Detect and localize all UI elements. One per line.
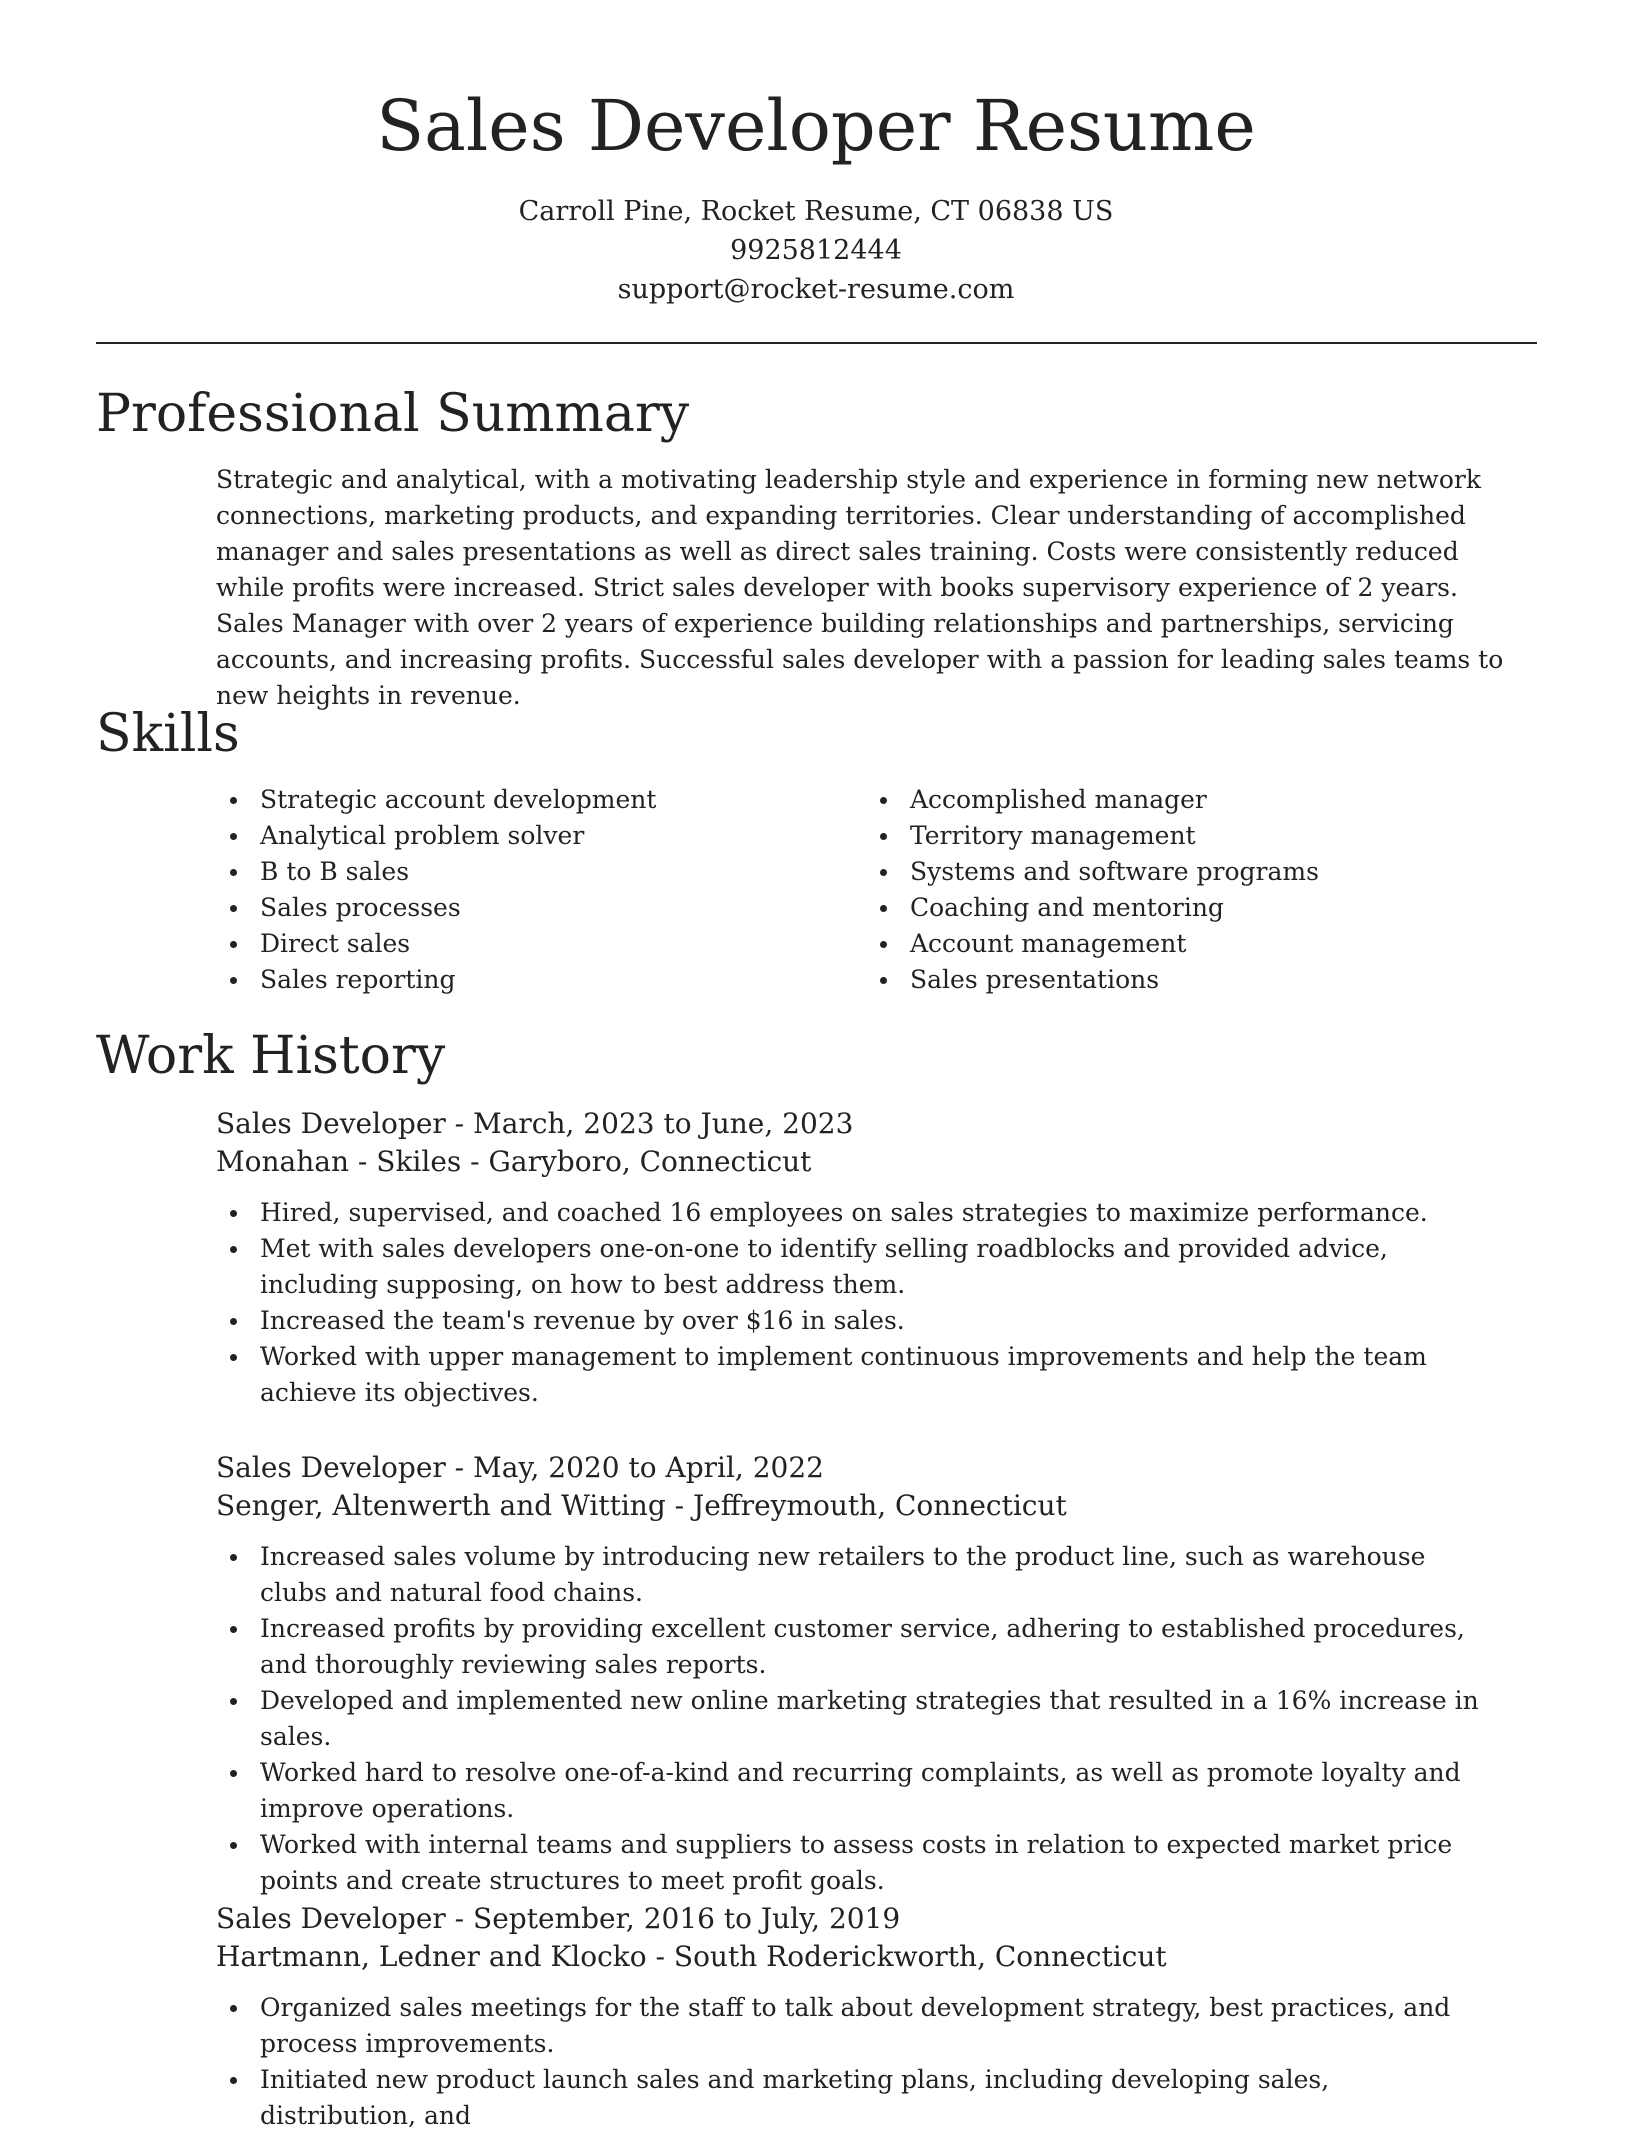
job-entry (216, 1900, 1536, 2134)
skill-item: Systems and software programs (866, 854, 1516, 890)
job-bullet: Worked with upper management to implement continuous improvements and help the team achieve its objectives. (216, 1339, 1490, 1411)
job-bullet: Increased profits by providing excellent customer service, adhering to established procedures, and thoroughly reviewing sales reports. (216, 1611, 1490, 1683)
job-dates: March, 2023 to June, 2023 (473, 1107, 854, 1140)
job-company: Monahan - Skiles (216, 1145, 462, 1178)
job-bullets (216, 1539, 1536, 1899)
job-dates: May, 2020 to April, 2022 (473, 1451, 824, 1484)
job-bullet: Developed and implemented new online marketing strategies that resulted in a 16% increase in sales. (216, 1683, 1490, 1755)
job-bullet: Worked with internal teams and suppliers to assess costs in relation to expected market price points and create structures to meet profit goals. (216, 1827, 1490, 1899)
work-history-heading: Work History (96, 1026, 446, 1086)
summary-heading: Professional Summary (96, 384, 690, 444)
job-bullet: Hired, supervised, and coached 16 employees on sales strategies to maximize performance. (216, 1195, 1490, 1231)
job-bullet: Met with sales developers one-on-one to identify selling roadblocks and provided advice, including supposing, on how to best address them. (216, 1231, 1490, 1303)
job-entry (216, 1105, 1536, 1411)
skill-item: Direct sales (216, 926, 866, 962)
skills-heading: Skills (96, 704, 240, 764)
skill-item: Analytical problem solver (216, 818, 866, 854)
skill-item: B to B sales (216, 854, 866, 890)
job-title-line: Sales Developer - September, 2016 to July, 2019 (216, 1902, 901, 1935)
job-bullet: Initiated new product launch sales and marketing plans, including developing sales, distribution, and (216, 2062, 1490, 2134)
job-dates: September, 2016 to July, 2019 (473, 1902, 901, 1935)
skill-item: Strategic account development (216, 782, 866, 818)
job-bullets (216, 1195, 1536, 1411)
job-bullet: Worked hard to resolve one-of-a-kind and recurring complaints, as well as promote loyalty and improve operations. (216, 1755, 1490, 1827)
job-title-line: Sales Developer - May, 2020 to April, 2022 (216, 1451, 824, 1484)
skill-item: Territory management (866, 818, 1516, 854)
skills-column-right (866, 782, 1516, 998)
header-divider (96, 342, 1537, 344)
resume-header (0, 0, 1632, 309)
job-bullets (216, 1990, 1536, 2134)
skill-item: Sales processes (216, 890, 866, 926)
job-title: Sales Developer (216, 1107, 446, 1140)
job-location: South Roderickworth, Connecticut (673, 1940, 1167, 1973)
contact-address: Carroll Pine, Rocket Resume, CT 06838 US (518, 196, 1114, 227)
skills-column-left (216, 782, 866, 998)
job-location: Jeffreymouth, Connecticut (693, 1489, 1067, 1522)
skills-list (216, 782, 1536, 998)
job-bullet: Organized sales meetings for the staff to talk about development strategy, best practices, and process improvements. (216, 1990, 1490, 2062)
contact-info (0, 192, 1632, 309)
job-bullet: Increased sales volume by introducing new retailers to the product line, such as warehouse clubs and natural food chains. (216, 1539, 1490, 1611)
contact-phone: 9925812444 (730, 235, 902, 266)
job-title-line: Sales Developer - March, 2023 to June, 2023 (216, 1107, 854, 1140)
job-title: Sales Developer (216, 1902, 446, 1935)
summary-text: Strategic and analytical, with a motivating leadership style and experience in forming new network connections, marketing products, and expanding territories. Clear understanding of accomplished manager and sales presentations as well as direct sales training. Costs were consistently reduced while profits were increased. Strict sales developer with books supervisory experience of 2 years. Sales Manager with over 2 years of experience building relationships and partnerships, servicing accounts, and increasing profits. Successful sales developer with a passion for leading sales teams to new heights in revenue. (216, 465, 1504, 710)
skill-item: Coaching and mentoring (866, 890, 1516, 926)
resume-title: Sales Developer Resume (376, 85, 1256, 167)
job-company-line: Monahan - Skiles - Garyboro, Connecticut (216, 1145, 812, 1178)
job-bullet: Increased the team's revenue by over $16 in sales. (216, 1303, 1490, 1339)
job-location: Garyboro, Connecticut (488, 1145, 812, 1178)
skill-item: Sales reporting (216, 962, 866, 998)
job-company: Senger, Altenwerth and Witting (216, 1489, 666, 1522)
job-company: Hartmann, Ledner and Klocko (216, 1940, 647, 1973)
skill-item: Sales presentations (866, 962, 1516, 998)
job-company-line: Hartmann, Ledner and Klocko - South Roderickworth, Connecticut (216, 1940, 1167, 1973)
job-entry (216, 1449, 1536, 1899)
contact-email: support@rocket-resume.com (617, 274, 1015, 305)
skill-item: Account management (866, 926, 1516, 962)
skill-item: Accomplished manager (866, 782, 1516, 818)
job-title: Sales Developer (216, 1451, 446, 1484)
job-company-line: Senger, Altenwerth and Witting - Jeffreymouth, Connecticut (216, 1489, 1067, 1522)
